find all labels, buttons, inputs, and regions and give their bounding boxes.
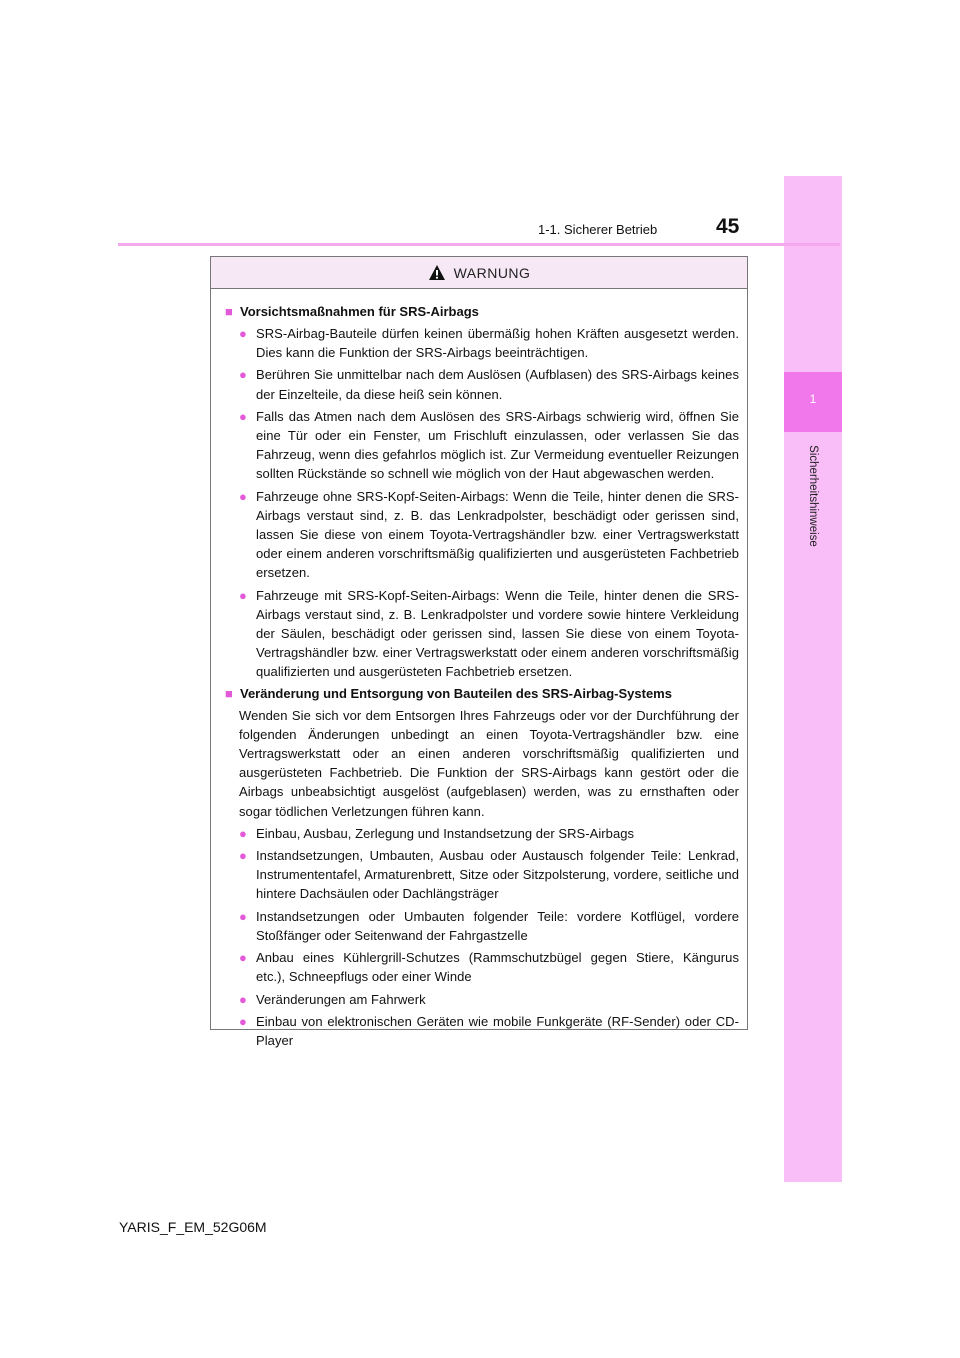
list-item-text: Einbau von elektronischen Geräten wie mobile Funkgeräte (RF-Sender) oder CD-Player xyxy=(256,1013,739,1048)
section-heading-airbag-disposal xyxy=(225,685,739,703)
list-item-text: Falls das Atmen nach dem Auslösen des SRS-Airbags schwierig wird, öffnen Sie eine Tür oder ein Fenster, um Frischluft einzulassen, oder verlassen Sie das Fahrzeug, wenn dies gefahrlos möglich ist. Zur Vermeidung eventueller Reizungen sollten Rückstände so schnell wie möglich von der Haut abgewaschen werden. xyxy=(256,408,739,482)
warning-title: WARNUNG xyxy=(453,264,531,281)
round-bullet-icon: ● xyxy=(239,1013,247,1029)
round-bullet-icon: ● xyxy=(239,825,247,841)
list-item-text: Instandsetzungen oder Umbauten folgender Teile: vordere Kotflügel, vordere Stoßfänger oder Seitenwand der Fahrgastzelle xyxy=(256,908,739,943)
warning-triangle-icon xyxy=(428,264,446,281)
warning-body xyxy=(211,289,747,1050)
list-item xyxy=(239,907,739,945)
list-item-text: Veränderungen am Fahrwerk xyxy=(256,991,426,1007)
section-title: 1-1. Sicherer Betrieb xyxy=(538,222,658,237)
document-code: YARIS_F_EM_52G06M xyxy=(119,1219,267,1235)
list-item-text: Fahrzeuge ohne SRS-Kopf-Seiten-Airbags: Wenn die Teile, hinter denen die SRS-Airbags verstaut sind, z. B. das Lenkradpolster, beschädigt oder gerissen sind, lassen Sie diese von einem Toyota-Vertragshändler bzw. einer Vertragswerkstatt oder einem anderen vorschriftsmäßig qualifizierten und ausgerüsteten Fachbetrieb ersetzen. xyxy=(256,488,739,581)
chapter-number: 1 xyxy=(809,392,817,406)
list-item xyxy=(239,1012,739,1050)
chapter-label: Sicherheitshinweise xyxy=(807,445,819,547)
header-rule xyxy=(118,243,840,246)
round-bullet-icon: ● xyxy=(239,991,247,1007)
list-item-text: Berühren Sie unmittelbar nach dem Auslösen (Aufblasen) des SRS-Airbags keines der Einzelteile, da diese heiß sein können. xyxy=(256,367,739,402)
list-item-text: SRS-Airbag-Bauteile dürfen keinen übermäßig hohen Kräften ausgesetzt werden. Dies kann die Funktion der SRS-Airbags beeinträchtigen. xyxy=(256,326,739,361)
chapter-side-tab xyxy=(784,176,842,1182)
section-heading-text: Veränderung und Entsorgung von Bauteilen des SRS-Airbag-Systems xyxy=(240,685,672,701)
round-bullet-icon: ● xyxy=(239,367,247,383)
list-item xyxy=(239,365,739,403)
list-item-text: Einbau, Ausbau, Zerlegung und Instandsetzung der SRS-Airbags xyxy=(256,825,635,841)
list-item xyxy=(239,990,739,1009)
square-bullet-icon: ■ xyxy=(225,685,233,701)
round-bullet-icon: ● xyxy=(239,848,247,864)
list-item-text: Fahrzeuge mit SRS-Kopf-Seiten-Airbags: Wenn die Teile, hinter denen die SRS-Airbags verstaut sind, z. B. Lenkradpolster und vordere sowie hintere Verkleidung der Säulen, beschädigt oder gerissen sind, lassen Sie diese von einem Toyota-Vertragshändler bzw. einer Vertragswerkstatt oder einem anderen vorschriftsmäßig qualifizierten und ausgerüsteten Fachbetrieb ersetzen. xyxy=(256,587,739,680)
section-heading-text: Vorsichtsmaßnahmen für SRS-Airbags xyxy=(240,304,479,319)
round-bullet-icon: ● xyxy=(239,488,247,504)
list-item xyxy=(239,948,739,986)
round-bullet-icon: ● xyxy=(239,587,247,603)
list-item-text: Instandsetzungen, Umbauten, Ausbau oder Austausch folgender Teile: Lenkrad, Instrumententafel, Armaturenbrett, Sitze oder Sitzpolsterung, vordere, seitliche und hintere Dachsäulen oder Dachlängsträger xyxy=(256,848,739,902)
list-item xyxy=(239,824,739,843)
list-item xyxy=(239,586,739,682)
round-bullet-icon: ● xyxy=(239,950,247,966)
round-bullet-icon: ● xyxy=(239,408,247,424)
list-item-text: Anbau eines Kühlergrill-Schutzes (Rammschutzbügel gegen Stiere, Kängurus etc.), Schneepflugs oder einer Winde xyxy=(256,950,739,985)
round-bullet-icon: ● xyxy=(239,326,247,341)
section-intro-paragraph: Wenden Sie sich vor dem Entsorgen Ihres Fahrzeugs oder vor der Durchführung der folgenden Änderungen unbedingt an einen Toyota-Vertragshändler bzw. eine Vertragswerkstatt oder an einen anderen vorschriftsmäßig qualifizierten und ausgerüsteten Fachbetrieb. Die Funktion der SRS-Airbags kann gestört oder die Airbags unbeabsichtigt ausgelöst (aufgeblasen) werden, was zu ernsthaften oder sogar tödlichen Verletzungen führen kann. xyxy=(239,707,739,819)
list-item xyxy=(239,846,739,904)
square-bullet-icon: ■ xyxy=(225,304,233,319)
section-heading-airbag-precautions xyxy=(225,303,739,321)
warning-header xyxy=(211,257,747,289)
page-number: 45 xyxy=(716,215,740,238)
list-item xyxy=(239,407,739,484)
warning-box xyxy=(210,256,748,1048)
list-item xyxy=(239,324,739,362)
round-bullet-icon: ● xyxy=(239,908,247,924)
list-item xyxy=(239,487,739,583)
